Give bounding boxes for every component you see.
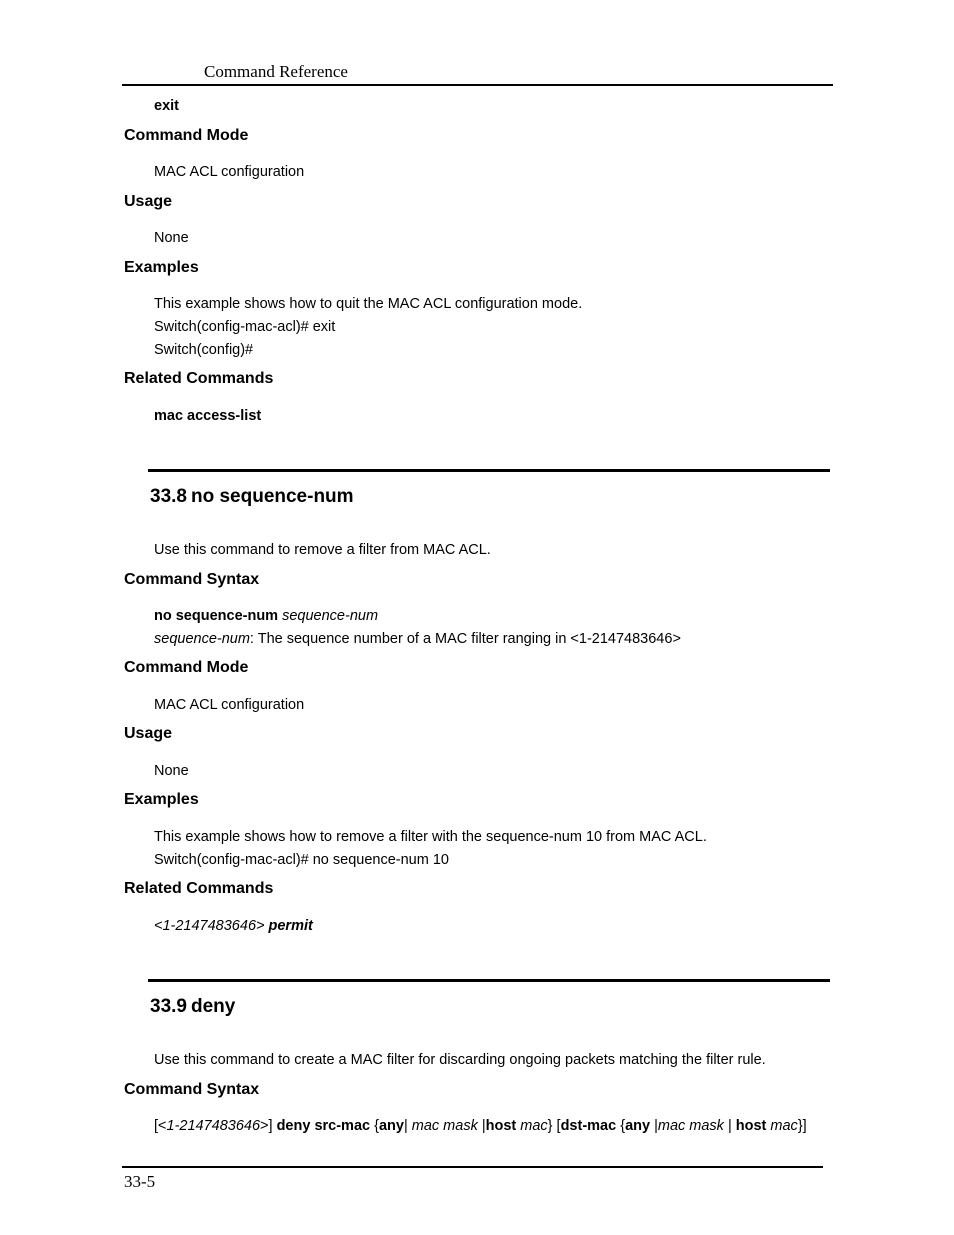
command-mode-text: MAC ACL configuration bbox=[154, 164, 305, 180]
command-syntax-line: no sequence-num sequence-num bbox=[154, 608, 379, 624]
example-line: Switch(config-mac-acl)# exit bbox=[154, 319, 336, 335]
example-line: This example shows how to quit the MAC ACL configuration mode. bbox=[154, 296, 583, 312]
usage-text: None bbox=[154, 763, 189, 779]
command-exit: exit bbox=[154, 98, 179, 114]
examples-heading: Examples bbox=[124, 259, 199, 276]
header-rule bbox=[122, 84, 833, 86]
section-description: Use this command to create a MAC filter for discarding ongoing packets matching the filter rule. bbox=[154, 1052, 766, 1068]
example-line: Switch(config-mac-acl)# no sequence-num 10 bbox=[154, 852, 449, 868]
command-mode-heading: Command Mode bbox=[124, 127, 249, 144]
section-description: Use this command to remove a filter from MAC ACL. bbox=[154, 542, 491, 558]
command-syntax-heading: Command Syntax bbox=[124, 571, 260, 588]
page-number: 33-5 bbox=[124, 1172, 156, 1191]
section-rule bbox=[148, 469, 830, 472]
related-commands-heading: Related Commands bbox=[124, 370, 274, 387]
examples-heading: Examples bbox=[124, 791, 199, 808]
running-header: Command Reference bbox=[204, 62, 348, 81]
section-rule bbox=[148, 979, 830, 982]
section-title: 33.8 no sequence-num bbox=[150, 486, 354, 507]
command-syntax-heading: Command Syntax bbox=[124, 1081, 260, 1098]
usage-heading: Usage bbox=[124, 725, 173, 742]
usage-heading: Usage bbox=[124, 193, 173, 210]
command-mode-text: MAC ACL configuration bbox=[154, 697, 305, 713]
related-command-link: mac access-list bbox=[154, 408, 262, 424]
example-line: This example shows how to remove a filter with the sequence-num 10 from MAC ACL. bbox=[154, 829, 707, 845]
command-mode-heading: Command Mode bbox=[124, 659, 249, 676]
parameter-description: sequence-num: The sequence number of a MAC filter ranging in <1-2147483646> bbox=[154, 631, 681, 647]
related-command-link: <1-2147483646> permit bbox=[154, 918, 313, 934]
footer-rule bbox=[122, 1166, 823, 1168]
usage-text: None bbox=[154, 230, 189, 246]
example-line: Switch(config)# bbox=[154, 342, 254, 358]
section-title: 33.9 deny bbox=[150, 996, 236, 1017]
related-commands-heading: Related Commands bbox=[124, 880, 274, 897]
command-syntax-line: [<1-2147483646>] deny src-mac {any| mac mask |host mac} [dst-mac {any |mac mask | host mac}] bbox=[154, 1118, 807, 1134]
